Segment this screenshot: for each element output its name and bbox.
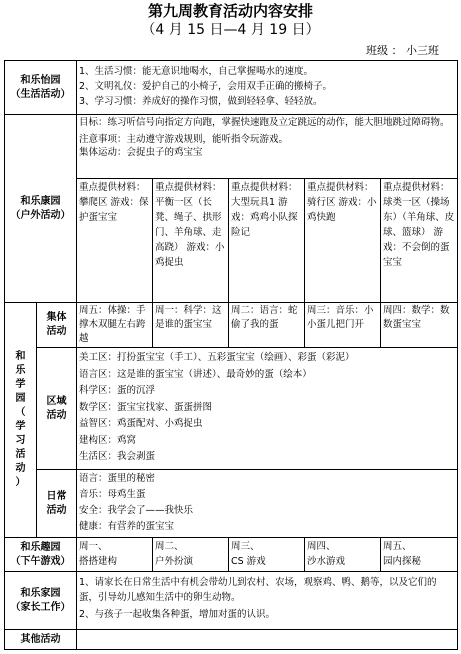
fun-row <box>5 538 458 572</box>
other-row <box>5 630 458 650</box>
outdoor-header: 和乐康园 （户外活动） <box>5 115 77 303</box>
area-line: 建构区：鸡窝 <box>79 434 137 446</box>
fun-cell: 周三、 CS 游戏 <box>229 538 305 572</box>
fun-cell: 周五、 园内探秘 <box>381 538 458 572</box>
outdoor-goal-row <box>5 115 458 179</box>
other-content <box>77 630 458 650</box>
area-line: 语言区：这是谁的蛋宝宝（讲述）、最奇妙的蛋（绘本） <box>79 368 312 380</box>
group-activity-cell: 周一：科学：这是谁的蛋宝宝 <box>153 303 229 348</box>
fun-header: 和乐趣园 （下午游戏） <box>5 538 77 572</box>
outdoor-line: 集体运动：会捉虫子的鸡宝宝 <box>79 147 203 158</box>
area-activity-content <box>77 348 458 470</box>
learning-group-row <box>5 303 458 348</box>
other-header: 其他活动 <box>5 630 77 650</box>
group-activity-cell: 周二：语言：蛇偷了我的蛋 <box>229 303 305 348</box>
outdoor-cell: 重点提供材料：平衡一区（长凳、绳子、拱形门、羊角球、走高跷） 游戏：小鸡捉虫 <box>153 179 229 303</box>
area-line: 益智区：鸡蛋配对、小鸡捉虫 <box>79 418 203 429</box>
outdoor-cell: 重点提供材料：大型玩具1 游戏：鸡鸡小队探险记 <box>229 179 305 303</box>
learning-daily-row <box>5 470 458 538</box>
outdoor-cell: 重点提供材料：攀爬区 游戏：保护蛋宝宝 <box>77 179 153 303</box>
date-range: （4 月 15 日—4 月 19 日） <box>141 22 320 38</box>
area-line: 科学区：蛋的沉浮 <box>79 385 156 396</box>
life-line: 1、生活习惯：能无意识地喝水，自己掌握喝水的速度。 <box>79 66 314 77</box>
outdoor-cell: 重点提供材料：骑行区 游戏：小鸡快跑 <box>305 179 381 303</box>
home-line: 1、请家长在日常生活中有机会带幼儿到农村、农场，观察鸡、鸭、鹅等，以及它们的蛋，引导幼儿感知生活中的卵生动物。 <box>79 577 437 603</box>
page-title: 第九周教育活动内容安排 <box>147 2 313 20</box>
home-content <box>77 572 458 630</box>
home-line: 2、与孩子一起收集各种蛋，增加对蛋的认识。 <box>79 609 276 620</box>
daily-activity-label: 日常 活动 <box>37 470 77 538</box>
fun-cell: 周一、 搭搭建构 <box>77 538 153 572</box>
learning-area-row <box>5 348 458 470</box>
area-line: 美工区：打扮蛋宝宝（手工）、五彩蛋宝宝（绘画）、彩蛋（彩泥） <box>79 352 355 363</box>
schedule-table <box>4 60 458 650</box>
group-activity-cell: 周四：数学：数数蛋宝宝 <box>381 303 458 348</box>
learning-header: 和 乐 学 园 （ 学 习 活 动 ） <box>5 303 37 538</box>
outdoor-goals <box>77 115 458 179</box>
life-header: 和乐怡园 （生活活动） <box>5 61 77 115</box>
class-label: 班级 ： 小三班 <box>366 44 439 57</box>
area-line: 数学区：蛋宝宝找家、蛋蛋拼图 <box>79 401 213 413</box>
outdoor-line: 注意事项：主动遵守游戏规则，能听指令玩游戏。 <box>79 134 289 145</box>
daily-line: 健康：有营养的蛋宝宝 <box>79 521 175 532</box>
home-row <box>5 572 458 630</box>
group-activity-cell: 周三：音乐：小小蛋儿把门开 <box>305 303 381 348</box>
area-line: 生活区：我会剥蛋 <box>79 451 156 462</box>
life-content <box>77 61 458 115</box>
area-activity-label: 区域 活动 <box>37 348 77 470</box>
group-activity-label: 集体 活动 <box>37 303 77 348</box>
home-header: 和乐家园 （家长工作） <box>5 572 77 630</box>
outdoor-line: 目标：练习听信号向指定方向跑，掌握快速跑及立定跳远的动作，能大胆地跳过障碍物。 <box>79 117 450 128</box>
outdoor-cell: 重点提供材料：球类一区（操场东）（羊角球、皮球、篮球） 游戏：不会倒的蛋宝宝 <box>381 179 458 303</box>
life-line: 2、文明礼仪：爱护自己的小椅子，会用双手正确的搬椅子。 <box>79 81 333 92</box>
life-row <box>5 61 458 115</box>
daily-line: 语言：蛋里的秘密 <box>79 473 156 484</box>
life-line: 3、学习习惯：养成好的操作习惯，做到轻轻拿、轻轻放。 <box>79 96 323 107</box>
daily-line: 安全：我学会了——我快乐 <box>79 505 194 516</box>
group-activity-cell: 周五：体操：手撑木双腿左右跨越 <box>77 303 153 348</box>
fun-cell: 周二、 户外扮演 <box>153 538 229 572</box>
fun-cell: 周四、 沙水游戏 <box>305 538 381 572</box>
daily-line: 音乐：母鸡生蛋 <box>79 489 146 500</box>
daily-activity-content <box>77 470 458 538</box>
